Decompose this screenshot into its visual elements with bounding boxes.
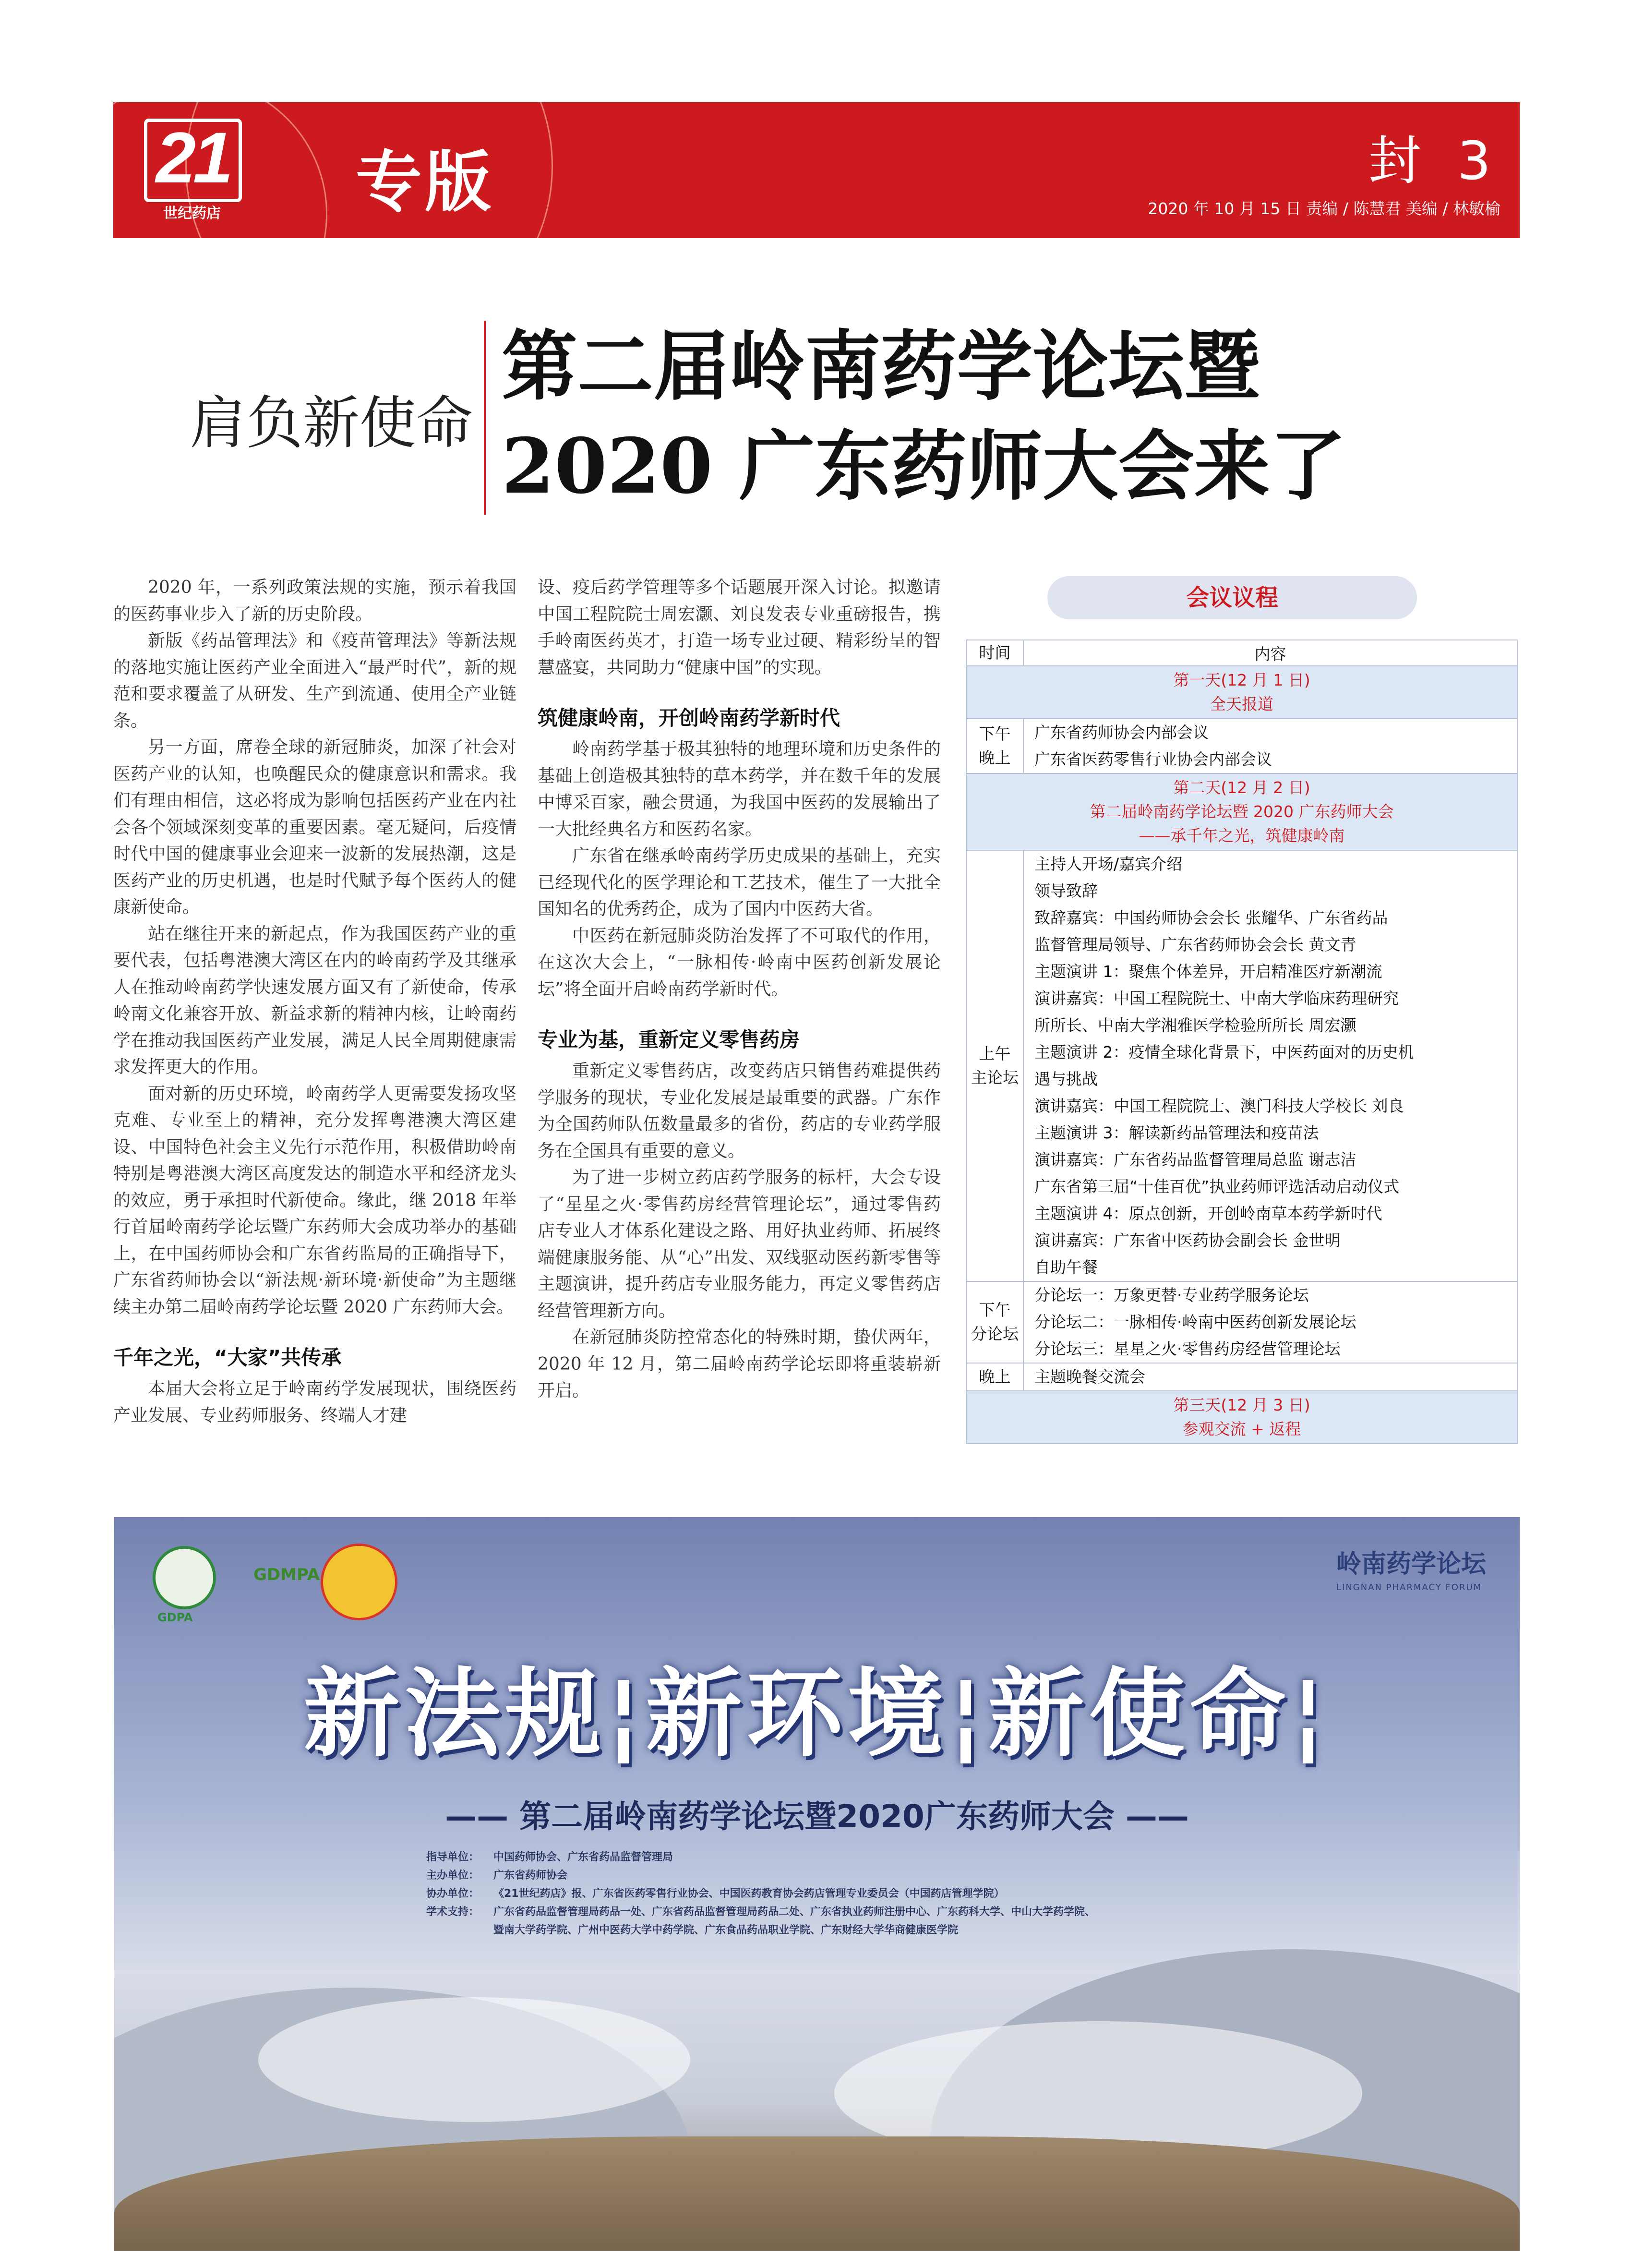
credit-value: 《21世纪药店》报、广东省医药零售行业协会、中国医药教育协会药店管理专业委员会（中国药店管理学院）: [493, 1888, 1005, 1900]
day-1-subtitle: 全天报道: [1210, 695, 1273, 713]
time-label: 上午: [979, 1044, 1011, 1063]
subheading: 筑健康岭南，开创岭南药学新时代: [538, 706, 840, 730]
poster-slogan: 新法规¦新环境¦新使命¦: [303, 1658, 1331, 1770]
agenda-item: 领导致辞: [1034, 881, 1098, 900]
forum-logo-text: 岭南药学论坛: [1336, 1550, 1486, 1579]
poster-subtitle: —— 第二届岭南药学论坛暨2020广东药师大会 ——: [445, 1798, 1189, 1835]
agenda-item: 广东省医药零售行业协会内部会议: [1034, 750, 1272, 769]
credit-key: 学术支持：: [426, 1906, 480, 1918]
mascot-lion-icon: [321, 1544, 397, 1620]
agenda-item: 广东省第三届“十佳百优”执业药师评选活动启动仪式: [1034, 1177, 1400, 1196]
agenda-item: 演讲嘉宾：中国工程院院士、澳门科技大学校长 刘良: [1034, 1097, 1404, 1115]
header-content: 内容: [1023, 640, 1517, 666]
agenda-title: 会议议程: [1047, 576, 1417, 619]
subheading: 千年之光，“大家”共传承: [113, 1346, 342, 1369]
paragraph: 另一方面，席卷全球的新冠肺炎，加深了社会对医药产业的认知，也唤醒民众的健康意识和需求。我们有理由相信，这必将成为影响包括医药产业在内社会各个领域深刻变革的重要因素。毫无疑问，后疫情时代中国的健康事业会迎来一波新的发展热潮，这是医药产业的历史机遇，也是时代赋予每个医药人的健康新使命。: [113, 737, 516, 917]
table-row: [966, 1363, 1517, 1391]
headline-kicker: 肩负新使命: [190, 390, 473, 456]
time-label: 晚上: [979, 748, 1011, 767]
page-number: 封 3: [1368, 130, 1500, 192]
subheading: 专业为基，重新定义零售药房: [538, 1028, 800, 1051]
section-name: 专版: [356, 144, 494, 221]
agenda-item: 主题演讲 2：疫情全球化背景下，中医药面对的历史机: [1034, 1043, 1414, 1062]
forum-logo: [1336, 1544, 1486, 1592]
agenda-item: 遇与挑战: [1034, 1070, 1098, 1088]
agenda-item: 监督管理局领导、广东省药师协会会长 黄文青: [1034, 935, 1356, 954]
event-poster: [114, 1517, 1520, 2251]
paragraph: 设、疫后药学管理等多个话题展开深入讨论。拟邀请中国工程院院士周宏灏、刘良发表专业重磅报告，携手岭南医药英才，打造一场专业过硬、精彩纷呈的智慧盛宴，共同助力“健康中国”的实现。: [538, 578, 941, 677]
paragraph: 岭南药学基于极其独特的地理环境和历史条件的基础上创造极其独特的草本药学，并在数千年的发展中博采百家，融会贯通，为我国中医药的发展输出了一大批经典名方和医药名家。: [538, 739, 941, 839]
time-label: 下午: [979, 724, 1011, 743]
paragraph: 新版《药品管理法》和《疫苗管理法》等新法规的落地实施让医药产业全面进入“最严时代”，新的规范和要求覆盖了从研发、生产到流通、使用全产业链条。: [113, 631, 516, 731]
day-1-title: 第一天(12 月 1 日): [1173, 671, 1310, 689]
credit-line: [426, 1921, 1095, 1940]
agenda-item: 分论坛二：一脉相传·岭南中医药创新发展论坛: [1034, 1313, 1356, 1331]
gdpa-logo-text: GDPA: [157, 1611, 193, 1624]
day-3-row: [966, 1391, 1517, 1444]
credit-key: 协办单位：: [426, 1888, 480, 1900]
poster-credits: [426, 1848, 1095, 1940]
paragraph: 面对新的历史环境，岭南药学人更需要发扬攻坚克难、专业至上的精神，充分发挥粤港澳大湾区建设、中国特色社会主义先行示范作用，积极借助岭南特别是粤港澳大湾区高度发达的制造水平和经济龙头的效应，勇于承担时代新使命。缘此，继 2018 年举行首届岭南药学论坛暨广东药师大会成功举办的基础上，在中国药师协会和广东省药监局的正确指导下，广东省药师协会以“新法规·新环境·新使命”为主题继续主办第二届岭南药学论坛暨 2020 广东药师大会。: [113, 1084, 516, 1317]
agenda-item: 演讲嘉宾：广东省药品监督管理局总监 谢志洁: [1034, 1150, 1356, 1169]
credit-value: 暨南大学药学院、广州中医药大学中药学院、广东食品药品职业学院、广东财经大学华商健康医学院: [493, 1924, 959, 1936]
headline-line-1: 第二届岭南药学论坛暨: [502, 322, 1260, 411]
paragraph: 站在继往开来的新起点，作为我国医药产业的重要代表，包括粤港澳大湾区在内的岭南药学及其继承人在推动岭南药学快速发展方面又有了新使命，传承岭南文化兼容开放、新益求新的精神内核，让岭南药学在推动我国医药产业发展，满足人民全周期健康需求发挥更大的作用。: [113, 924, 516, 1077]
logo-caption: 世纪药店: [163, 205, 221, 222]
credit-key: 主办单位：: [426, 1870, 480, 1882]
agenda-table: [966, 639, 1518, 1444]
dateline: 2020 年 10 月 15 日 责编 / 陈慧君 美编 / 林敏榆: [1148, 199, 1500, 218]
cloud-shape: [258, 1997, 690, 2122]
paragraph: 中医药在新冠肺炎防治发挥了不可取代的作用，在这次大会上，“一脉相传·岭南中医药创新发展论坛”将全面开启岭南药学新时代。: [538, 926, 941, 999]
table-row: [966, 719, 1517, 773]
time-label: 分论坛: [971, 1325, 1019, 1343]
agenda-item: 所所长、中南大学湘雅医学检验所所长 周宏灏: [1034, 1016, 1356, 1035]
agenda-item: 主题晚餐交流会: [1023, 1363, 1517, 1391]
paragraph: 为了进一步树立药店药学服务的标杆，大会专设了“星星之火·零售药房经营管理论坛”，通过零售药店专业人才体系化建设之路、用好执业药师、拓展终端健康服务能、从“心”出发、双线驱动医药新零售等主题演讲，提升药店专业服务能力，再定义零售药店经营管理新方向。: [538, 1168, 941, 1321]
agenda-item: 分论坛一：万象更替·专业药学服务论坛: [1034, 1286, 1309, 1304]
time-label: 主论坛: [971, 1068, 1019, 1087]
headline-line-2: 2020 广东药师大会来了: [502, 422, 1346, 511]
article-column-2: [538, 574, 941, 1404]
herbs-foreground: [114, 2136, 1520, 2251]
headline: [502, 317, 1346, 517]
paragraph: 在新冠肺炎防控常态化的特殊时期，蛰伏两年，2020 年 12 月，第二届岭南药学论坛即将重装崭新开启。: [538, 1327, 941, 1400]
day-2-title: 第二天(12 月 2 日): [1173, 778, 1310, 797]
credit-value: 广东省药品监督管理局药品一处、广东省药品监督管理局药品二处、广东省执业药师注册中心、广东药科大学、中山大学药学院、: [493, 1906, 1096, 1918]
table-row: [966, 850, 1517, 1281]
paragraph: 2020 年，一系列政策法规的实施，预示着我国的医药事业步入了新的历史阶段。: [113, 578, 516, 624]
masthead-banner: [113, 102, 1520, 238]
agenda-item: 广东省药师协会内部会议: [1034, 723, 1209, 742]
credit-line: [426, 1903, 1095, 1921]
table-row: [966, 1281, 1517, 1363]
forum-logo-english: LINGNAN PHARMACY FORUM: [1336, 1582, 1482, 1592]
credit-line: [426, 1867, 1095, 1885]
am-items: [1023, 850, 1517, 1281]
day-2-subtitle: 第二届岭南药学论坛暨 2020 广东药师大会: [1090, 802, 1394, 821]
table-header-row: [966, 640, 1517, 666]
agenda-item: 主题演讲 1：聚焦个体差异，开启精准医疗新潮流: [1034, 962, 1382, 981]
credit-key: 指导单位：: [426, 1851, 480, 1863]
agenda-item: 演讲嘉宾：中国工程院院士、中南大学临床药理研究: [1034, 989, 1399, 1008]
agenda-item: 主题演讲 4：原点创新，开创岭南草本药学新时代: [1034, 1204, 1382, 1223]
logo-21: [144, 119, 242, 202]
day-2-row: [966, 773, 1517, 850]
paragraph: 本届大会将立足于岭南药学发展现状，围绕医药产业发展、专业药师服务、终端人才建: [113, 1379, 516, 1425]
credit-value: 中国药师协会、广东省药品监督管理局: [493, 1851, 673, 1863]
article-column-1: [113, 574, 516, 1429]
header-time: 时间: [966, 640, 1023, 666]
day-1-row: [966, 666, 1517, 719]
gdmpa-logo: GDMPA: [253, 1565, 320, 1584]
agenda-item: 分论坛三：星星之火·零售药房经营管理论坛: [1034, 1339, 1341, 1358]
time-label: 下午: [979, 1301, 1011, 1319]
day-2-theme: ——承千年之光，筑健康岭南: [1139, 826, 1345, 845]
agenda-item: 自助午餐: [1034, 1258, 1098, 1277]
pm-items: [1023, 1281, 1517, 1363]
paragraph: 重新定义零售药店，改变药店只销售药难提供药学服务的现状，专业化发展是最重要的武器。广东作为全国药师队伍数量最多的省份，药店的专业药学服务在全国具有重要的意义。: [538, 1061, 941, 1161]
time-label: 晚上: [966, 1363, 1023, 1391]
agenda-item: 主持人开场/嘉宾介绍: [1034, 855, 1183, 873]
logo-number: 21: [156, 117, 230, 198]
agenda-item: 致辞嘉宾：中国药师协会会长 张耀华、广东省药品: [1034, 908, 1388, 927]
paragraph: 广东省在继承岭南药学历史成果的基础上，充实已经现代化的医学理论和工艺技术，催生了一大批全国知名的优秀药企，成为了国内中医药大省。: [538, 846, 941, 919]
day-3-subtitle: 参观交流 + 返程: [1182, 1420, 1301, 1438]
agenda-item: 主题演讲 3：解读新药品管理法和疫苗法: [1034, 1123, 1319, 1142]
day-3-title: 第三天(12 月 3 日): [1173, 1396, 1310, 1414]
gdpa-logo-icon: [153, 1546, 216, 1609]
agenda-item: 演讲嘉宾：广东省中医药协会副会长 金世明: [1034, 1231, 1341, 1250]
headline-divider: [484, 321, 486, 515]
credit-line: [426, 1885, 1095, 1903]
credit-line: [426, 1848, 1095, 1867]
credit-value: 广东省药师协会: [493, 1870, 568, 1882]
